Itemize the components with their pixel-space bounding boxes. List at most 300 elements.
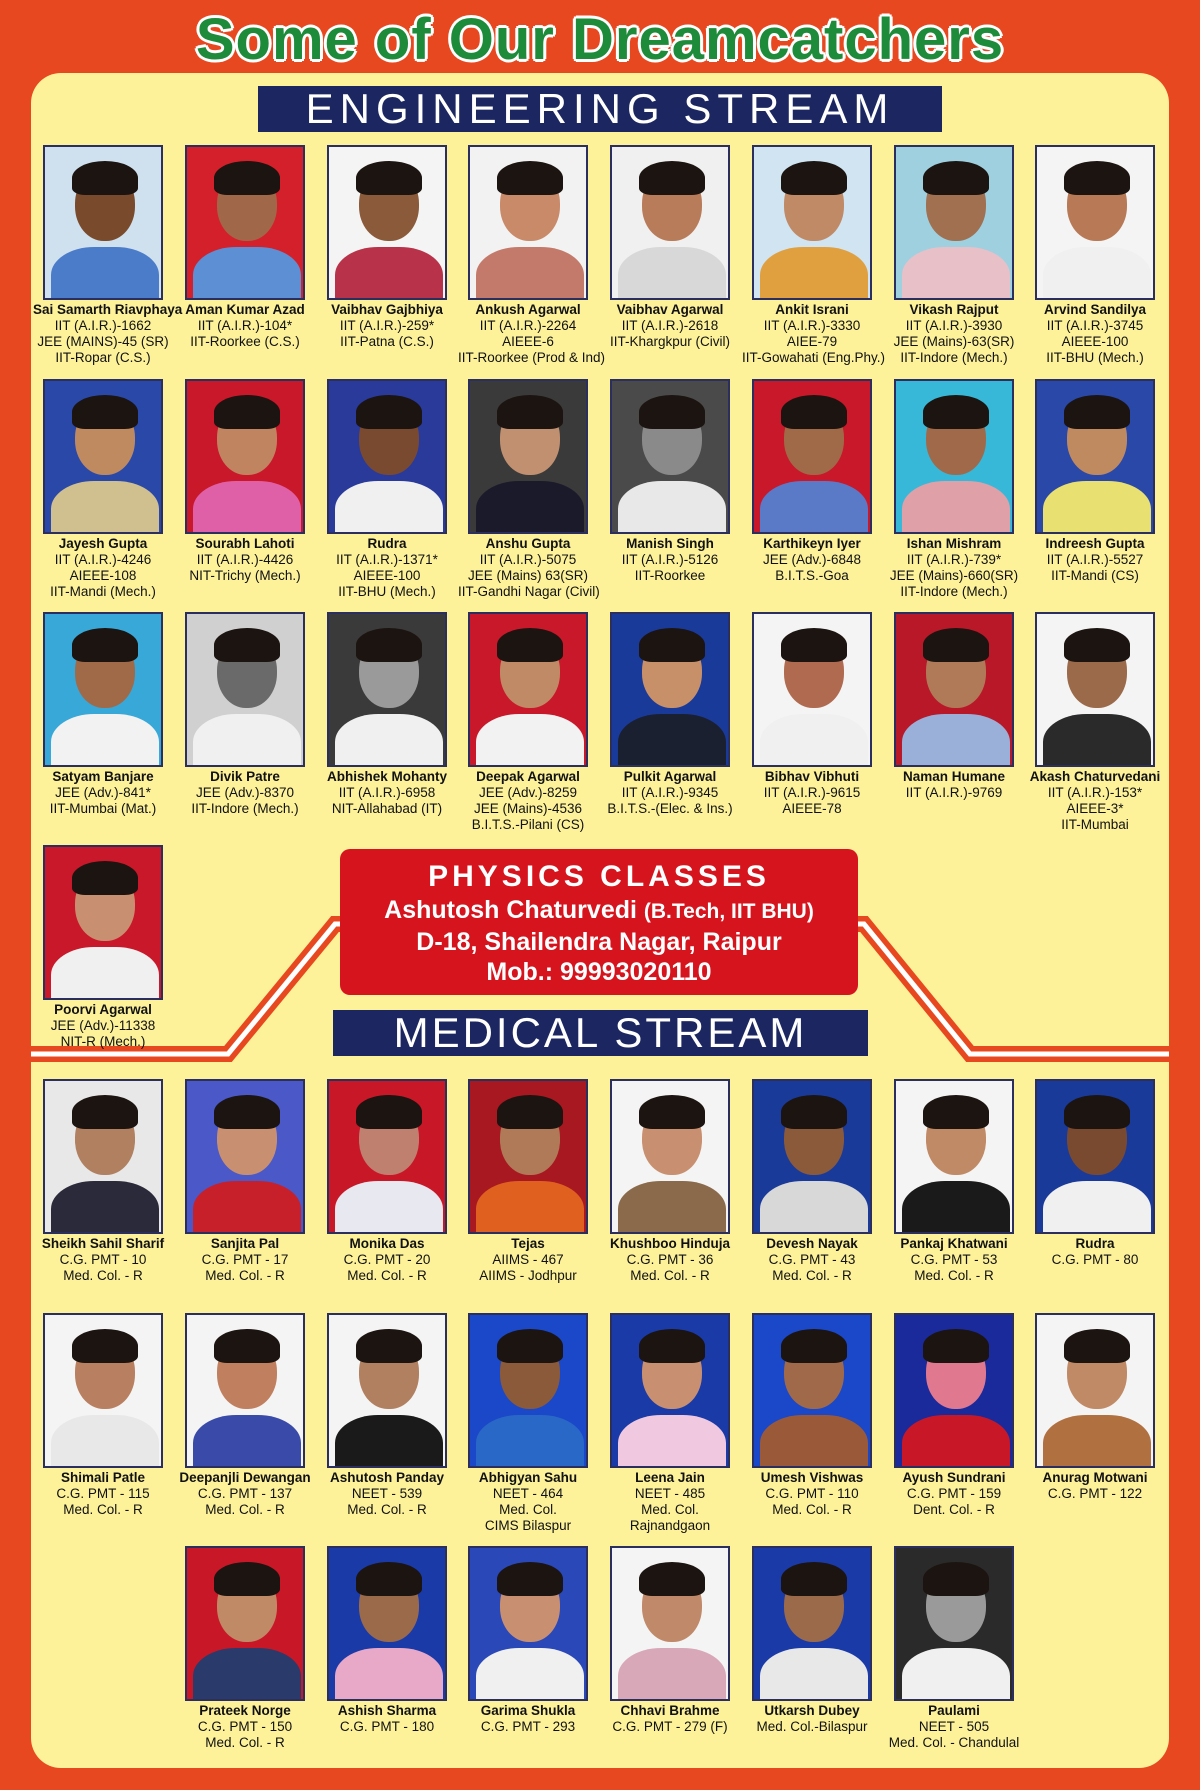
student-photo <box>185 1313 305 1468</box>
photo-shirt <box>1043 247 1151 300</box>
address: D-18, Shailendra Nagar, Raipur <box>416 928 782 956</box>
student-card <box>742 1313 882 1518</box>
student-name: Sheikh Sahil Sharif <box>41 1236 165 1251</box>
student-result-line: JEE (Mains)-660(SR) <box>889 568 1019 583</box>
student-result-line: IIT (A.I.R.)-1371* <box>336 552 438 567</box>
photo-shirt <box>1043 1415 1151 1468</box>
student-result-line: JEE (Mains) 63(SR) <box>467 568 589 583</box>
student-result-line: IIT (A.I.R.)-6958 <box>338 785 436 800</box>
student-name: Rudra <box>367 536 407 551</box>
photo-hair <box>781 395 847 429</box>
student-result-line: B.I.T.S.-(Elec. & Ins.) <box>607 801 733 816</box>
student-name: Ankush Agarwal <box>475 302 581 317</box>
photo-shirt <box>476 1648 584 1701</box>
student-name: Ankit Israni <box>775 302 849 317</box>
student-photo <box>327 379 447 534</box>
student-result-line: JEE (Mains)-4536 <box>473 801 583 816</box>
student-name: Abhishek Mohanty <box>326 769 447 784</box>
student-result-line: C.G. PMT - 150 <box>197 1719 293 1734</box>
student-result-line: NEET - 505 <box>918 1719 990 1734</box>
student-name: Sourabh Lahoti <box>195 536 295 551</box>
student-name: Ayush Sundrani <box>902 1470 1006 1485</box>
photo-hair <box>356 1329 422 1363</box>
student-card <box>175 1313 315 1518</box>
photo-shirt <box>618 1648 726 1701</box>
photo-shirt <box>51 1181 159 1234</box>
photo-hair <box>356 628 422 662</box>
student-card <box>742 145 886 366</box>
photo-hair <box>639 1095 705 1129</box>
student-card <box>884 379 1024 600</box>
photo-hair <box>72 395 138 429</box>
photo-shirt <box>335 481 443 534</box>
photo-hair <box>72 628 138 662</box>
student-result-line: IIT-Mandi (Mech.) <box>50 584 156 599</box>
student-result-line: IIT-Roorkee (C.S.) <box>190 334 300 349</box>
student-name: Akash Chaturvedani <box>1029 769 1161 784</box>
student-result-line: NEET - 539 <box>351 1486 423 1501</box>
photo-shirt <box>193 714 301 767</box>
photo-hair <box>214 1562 280 1596</box>
student-photo <box>468 1546 588 1701</box>
student-result-line: IIT (A.I.R.)-153* <box>1047 785 1143 800</box>
student-photo <box>1035 1313 1155 1468</box>
student-result-line: Med. Col. - R <box>63 1502 143 1517</box>
student-name: Deepak Agarwal <box>476 769 580 784</box>
student-name: Sai Samarth Riavphaya <box>33 302 183 317</box>
photo-hair <box>923 628 989 662</box>
photo-hair <box>781 161 847 195</box>
student-photo <box>610 1313 730 1468</box>
photo-shirt <box>618 1415 726 1468</box>
student-result-line: C.G. PMT - 115 <box>56 1486 150 1501</box>
student-result-line: Med. Col. - R <box>205 1735 285 1750</box>
photo-hair <box>923 1562 989 1596</box>
student-result-line: IIT (A.I.R.)-4246 <box>54 552 152 567</box>
student-card <box>1025 1079 1165 1268</box>
student-photo <box>327 1079 447 1234</box>
student-result-line: IIT-Indore (Mech.) <box>900 350 1008 365</box>
photo-hair <box>72 1329 138 1363</box>
student-name: Divik Patre <box>210 769 280 784</box>
student-result-line: JEE (Adv.)-8259 <box>478 785 578 800</box>
photo-hair <box>923 1329 989 1363</box>
student-result-line: C.G. PMT - 180 <box>339 1719 435 1734</box>
student-photo <box>1035 379 1155 534</box>
student-name: Aman Kumar Azad <box>185 302 305 317</box>
student-result-line: JEE (Adv.)-841* <box>55 785 151 800</box>
photo-shirt <box>1043 481 1151 534</box>
student-name: Arvind Sandilya <box>1043 302 1147 317</box>
student-result-line: AIIMS - Jodhpur <box>479 1268 577 1283</box>
student-name: Deepanjli Dewangan <box>179 1470 311 1485</box>
photo-hair <box>214 628 280 662</box>
photo-shirt <box>335 1181 443 1234</box>
photo-hair <box>639 1329 705 1363</box>
student-result-line: Med. Col. - R <box>630 1268 710 1283</box>
student-result-line: IIT (A.I.R.)-3745 <box>1046 318 1144 333</box>
student-name: Khushboo Hinduja <box>610 1236 730 1251</box>
photo-shirt <box>476 1181 584 1234</box>
student-name: Ashutosh Panday <box>329 1470 445 1485</box>
student-name: Rudra <box>1075 1236 1115 1251</box>
student-card <box>600 1079 740 1284</box>
student-result-line: JEE (MAINS)-45 (SR) <box>37 334 169 349</box>
student-result-line: AIEEE-100 <box>353 568 421 583</box>
student-card <box>458 145 606 366</box>
photo-shirt <box>193 481 301 534</box>
student-card <box>317 612 457 817</box>
student-name: Vaibhav Agarwal <box>616 302 724 317</box>
student-result-line: IIT-Mandi (CS) <box>1051 568 1139 583</box>
student-photo <box>185 1079 305 1234</box>
student-result-line: Med. Col. <box>499 1502 557 1517</box>
student-photo <box>610 612 730 767</box>
student-result-line: JEE (Mains)-63(SR) <box>893 334 1015 349</box>
student-card <box>1025 379 1165 584</box>
photo-hair <box>72 1095 138 1129</box>
student-photo <box>468 1313 588 1468</box>
student-result-line: IIT (A.I.R.)-9615 <box>763 785 861 800</box>
student-card <box>33 379 173 600</box>
photo-shirt <box>760 1181 868 1234</box>
student-card <box>175 1546 315 1751</box>
photo-shirt <box>1043 714 1151 767</box>
student-result-line: AIEEE-100 <box>1061 334 1129 349</box>
student-result-line: IIT-Indore (Mech.) <box>191 801 299 816</box>
student-card <box>742 379 882 584</box>
photo-hair <box>781 1329 847 1363</box>
student-photo <box>894 1546 1014 1701</box>
student-result-line: C.G. PMT - 36 <box>626 1252 714 1267</box>
teacher-name <box>340 895 858 927</box>
student-result-line: CIMS Bilaspur <box>484 1518 572 1533</box>
student-photo <box>185 1546 305 1701</box>
student-result-line: C.G. PMT - 137 <box>197 1486 293 1501</box>
student-result-line: B.I.T.S.-Goa <box>775 568 849 583</box>
student-photo <box>468 612 588 767</box>
student-result-line: Med. Col. - Chandulal <box>888 1735 1020 1750</box>
mobile-number: Mob.: 99993020110 <box>486 958 712 986</box>
photo-hair <box>356 161 422 195</box>
photo-shirt <box>193 1181 301 1234</box>
student-result-line: IIT (A.I.R.)-739* <box>906 552 1002 567</box>
student-result-line: C.G. PMT - 110 <box>765 1486 859 1501</box>
student-card <box>742 1079 882 1284</box>
student-name: Bibhav Vibhuti <box>764 769 860 784</box>
photo-shirt <box>335 1648 443 1701</box>
student-name: Shimali Patle <box>60 1470 146 1485</box>
student-result-line: IIT-Patna (C.S.) <box>340 334 434 349</box>
student-card <box>600 379 740 584</box>
photo-shirt <box>193 1415 301 1468</box>
student-result-line: C.G. PMT - 43 <box>768 1252 856 1267</box>
student-result-line: IIT (A.I.R.)-3930 <box>905 318 1003 333</box>
student-name: Anshu Gupta <box>485 536 571 551</box>
student-photo <box>894 145 1014 300</box>
classes-title: PHYSICS CLASSES <box>428 860 770 893</box>
student-card <box>458 1079 598 1284</box>
student-card <box>317 1546 457 1735</box>
student-name: Abhigyan Sahu <box>478 1470 578 1485</box>
photo-hair <box>639 1562 705 1596</box>
photo-hair <box>923 1095 989 1129</box>
teacher-name-text: Ashutosh Chaturvedi <box>384 896 637 924</box>
student-name: Chhavi Brahme <box>620 1703 720 1718</box>
photo-shirt <box>51 947 159 1000</box>
student-photo <box>894 1313 1014 1468</box>
student-photo <box>1035 1079 1155 1234</box>
student-name: Paulami <box>928 1703 980 1718</box>
student-result-line: IIT (A.I.R.)-1662 <box>54 318 152 333</box>
teacher-qualification: (B.Tech, IIT BHU) <box>643 900 814 923</box>
student-card <box>600 612 740 817</box>
photo-shirt <box>476 1415 584 1468</box>
student-photo <box>185 145 305 300</box>
photo-hair <box>639 395 705 429</box>
student-name: Jayesh Gupta <box>58 536 148 551</box>
photo-shirt <box>760 481 868 534</box>
photo-hair <box>356 1095 422 1129</box>
student-photo <box>752 1313 872 1468</box>
photo-hair <box>923 395 989 429</box>
student-card <box>884 612 1024 801</box>
student-result-line: IIT-Gandhi Nagar (Civil) <box>458 584 600 599</box>
student-result-line: C.G. PMT - 293 <box>480 1719 576 1734</box>
student-result-line: IIT-Mumbai (Mat.) <box>49 801 157 816</box>
student-name: Vaibhav Gajbhiya <box>331 302 443 317</box>
photo-shirt <box>618 714 726 767</box>
student-card <box>33 612 173 817</box>
student-name: Sanjita Pal <box>210 1236 280 1251</box>
student-result-line: IIT-BHU (Mech.) <box>338 584 436 599</box>
student-result-line: C.G. PMT - 10 <box>59 1252 147 1267</box>
photo-shirt <box>193 247 301 300</box>
photo-hair <box>356 395 422 429</box>
student-result-line: JEE (Adv.)-6848 <box>762 552 862 567</box>
student-photo <box>43 145 163 300</box>
student-card <box>742 612 882 817</box>
student-photo <box>894 612 1014 767</box>
photo-shirt <box>902 481 1010 534</box>
student-result-line: IIT-Gowahati (Eng.Phy.) <box>742 350 886 365</box>
photo-hair <box>781 1095 847 1129</box>
photo-hair <box>497 1329 563 1363</box>
student-photo <box>610 145 730 300</box>
photo-hair <box>214 161 280 195</box>
student-result-line: C.G. PMT - 159 <box>906 1486 1002 1501</box>
photo-hair <box>923 161 989 195</box>
student-photo <box>185 379 305 534</box>
student-result-line: IIT-Ropar (C.S.) <box>55 350 151 365</box>
student-result-line: B.I.T.S.-Pilani (CS) <box>471 817 585 832</box>
student-result-line: IIT (A.I.R.)-2264 <box>479 318 577 333</box>
student-photo <box>468 379 588 534</box>
student-card <box>1025 1313 1165 1502</box>
photo-shirt <box>51 714 159 767</box>
student-card <box>458 612 598 833</box>
student-name: Monika Das <box>349 1236 425 1251</box>
student-card <box>175 1079 315 1284</box>
student-result-line: C.G. PMT - 279 (F) <box>612 1719 728 1734</box>
student-photo <box>327 145 447 300</box>
photo-shirt <box>335 1415 443 1468</box>
medical-stream-banner: MEDICAL STREAM <box>333 1010 868 1056</box>
student-name: Leena Jain <box>635 1470 705 1485</box>
photo-shirt <box>335 714 443 767</box>
student-card <box>742 1546 882 1735</box>
student-result-line: Dent. Col. - R <box>913 1502 995 1517</box>
student-card <box>33 1313 173 1518</box>
photo-hair <box>1064 628 1130 662</box>
student-result-line: Med. Col. - R <box>772 1268 852 1283</box>
photo-shirt <box>760 247 868 300</box>
student-name: Prateek Norge <box>199 1703 291 1718</box>
student-photo <box>185 612 305 767</box>
student-result-line: IIT-Roorkee (Prod & Ind) <box>458 350 606 365</box>
student-photo <box>43 1079 163 1234</box>
student-photo <box>43 845 163 1000</box>
photo-hair <box>1064 161 1130 195</box>
student-photo <box>468 145 588 300</box>
student-name: Tejas <box>511 1236 545 1251</box>
student-result-line: NEET - 485 <box>634 1486 706 1501</box>
photo-shirt <box>902 1648 1010 1701</box>
student-result-line: Med. Col. - R <box>347 1502 427 1517</box>
student-result-line: NIT-R (Mech.) <box>60 1034 146 1049</box>
student-card <box>175 612 315 817</box>
photo-hair <box>1064 395 1130 429</box>
photo-shirt <box>193 1648 301 1701</box>
student-result-line: IIT-Mumbai <box>1061 817 1129 832</box>
student-photo <box>327 612 447 767</box>
student-result-line: AIEEE-6 <box>502 334 554 349</box>
student-name: Indreesh Gupta <box>1045 536 1145 551</box>
photo-shirt <box>760 1415 868 1468</box>
photo-hair <box>497 628 563 662</box>
student-photo <box>752 145 872 300</box>
student-name: Pulkit Agarwal <box>623 769 717 784</box>
student-result-line: IIT (A.I.R.)-104* <box>197 318 293 333</box>
student-name: Garima Shukla <box>480 1703 576 1718</box>
photo-shirt <box>618 247 726 300</box>
student-name: Umesh Vishwas <box>760 1470 864 1485</box>
student-name: Utkarsh Dubey <box>764 1703 860 1718</box>
contact-box <box>340 849 858 995</box>
student-result-line: AIEEE-108 <box>69 568 137 583</box>
student-result-line: Med. Col. - R <box>772 1502 852 1517</box>
student-photo <box>1035 145 1155 300</box>
student-result-line: IIT (A.I.R.)-5527 <box>1046 552 1144 567</box>
student-result-line: NIT-Trichy (Mech.) <box>189 568 301 583</box>
student-name: Vikash Rajput <box>909 302 999 317</box>
student-result-line: AIEEE-78 <box>782 801 842 816</box>
student-photo <box>610 379 730 534</box>
student-name: Pankaj Khatwani <box>900 1236 1008 1251</box>
student-photo <box>752 379 872 534</box>
student-name: Poorvi Agarwal <box>54 1002 152 1017</box>
student-result-line: NIT-Allahabad (IT) <box>331 801 443 816</box>
student-card <box>458 1546 598 1735</box>
student-result-line: IIT (A.I.R.)-5126 <box>621 552 719 567</box>
student-result-line: Med. Col. - R <box>347 1268 427 1283</box>
student-card <box>458 1313 598 1534</box>
student-name: Anurag Motwani <box>1042 1470 1148 1485</box>
student-result-line: Med. Col. - R <box>914 1268 994 1283</box>
student-name: Devesh Nayak <box>766 1236 858 1251</box>
photo-shirt <box>760 1648 868 1701</box>
student-card <box>175 379 315 584</box>
student-card <box>33 145 183 366</box>
student-result-line: Med. Col. - R <box>205 1502 285 1517</box>
student-photo <box>894 1079 1014 1234</box>
student-result-line: JEE (Adv.)-8370 <box>195 785 295 800</box>
student-photo <box>1035 612 1155 767</box>
student-card <box>317 145 457 350</box>
student-result-line: IIT-Khargkpur (Civil) <box>609 334 731 349</box>
student-card <box>884 1546 1024 1751</box>
student-name: Ishan Mishram <box>906 536 1002 551</box>
student-result-line: AIEE-79 <box>786 334 838 349</box>
photo-hair <box>72 861 138 895</box>
student-result-line: AIEEE-3* <box>1066 801 1124 816</box>
student-result-line: Med. Col. - R <box>63 1268 143 1283</box>
student-result-line: IIT-BHU (Mech.) <box>1046 350 1144 365</box>
photo-shirt <box>902 247 1010 300</box>
photo-shirt <box>335 247 443 300</box>
student-card <box>600 1313 740 1534</box>
photo-hair <box>497 395 563 429</box>
photo-hair <box>72 161 138 195</box>
student-result-line: IIT (A.I.R.)-259* <box>339 318 435 333</box>
student-card <box>600 1546 740 1735</box>
student-result-line: JEE (Adv.)-11338 <box>50 1018 156 1033</box>
student-name: Karthikeyn Iyer <box>763 536 861 551</box>
photo-shirt <box>902 1415 1010 1468</box>
student-name: Satyam Banjare <box>52 769 154 784</box>
student-result-line: Rajnandgaon <box>629 1518 711 1533</box>
student-card <box>317 379 457 600</box>
photo-shirt <box>51 1415 159 1468</box>
student-card <box>600 145 740 350</box>
student-result-line: IIT (A.I.R.)-4426 <box>196 552 294 567</box>
student-result-line: AIIMS - 467 <box>492 1252 564 1267</box>
student-result-line: IIT (A.I.R.)-9769 <box>905 785 1003 800</box>
student-photo <box>327 1546 447 1701</box>
photo-shirt <box>618 481 726 534</box>
photo-hair <box>1064 1095 1130 1129</box>
student-photo <box>610 1546 730 1701</box>
student-card <box>317 1313 457 1518</box>
student-result-line: Med. Col.-Bilaspur <box>756 1719 868 1734</box>
student-card <box>33 1079 173 1284</box>
student-photo <box>43 1313 163 1468</box>
student-photo <box>752 1079 872 1234</box>
student-card <box>458 379 598 600</box>
student-card <box>1025 612 1165 833</box>
student-photo <box>43 612 163 767</box>
student-result-line: NEET - 464 <box>492 1486 564 1501</box>
student-result-line: Med. Col. - R <box>205 1268 285 1283</box>
photo-shirt <box>51 481 159 534</box>
student-result-line: IIT (A.I.R.)-5075 <box>479 552 577 567</box>
student-result-line: C.G. PMT - 80 <box>1051 1252 1139 1267</box>
photo-shirt <box>760 714 868 767</box>
student-card <box>884 145 1024 366</box>
engineering-stream-banner: ENGINEERING STREAM <box>258 86 942 132</box>
student-result-line: C.G. PMT - 20 <box>343 1252 431 1267</box>
photo-hair <box>639 628 705 662</box>
